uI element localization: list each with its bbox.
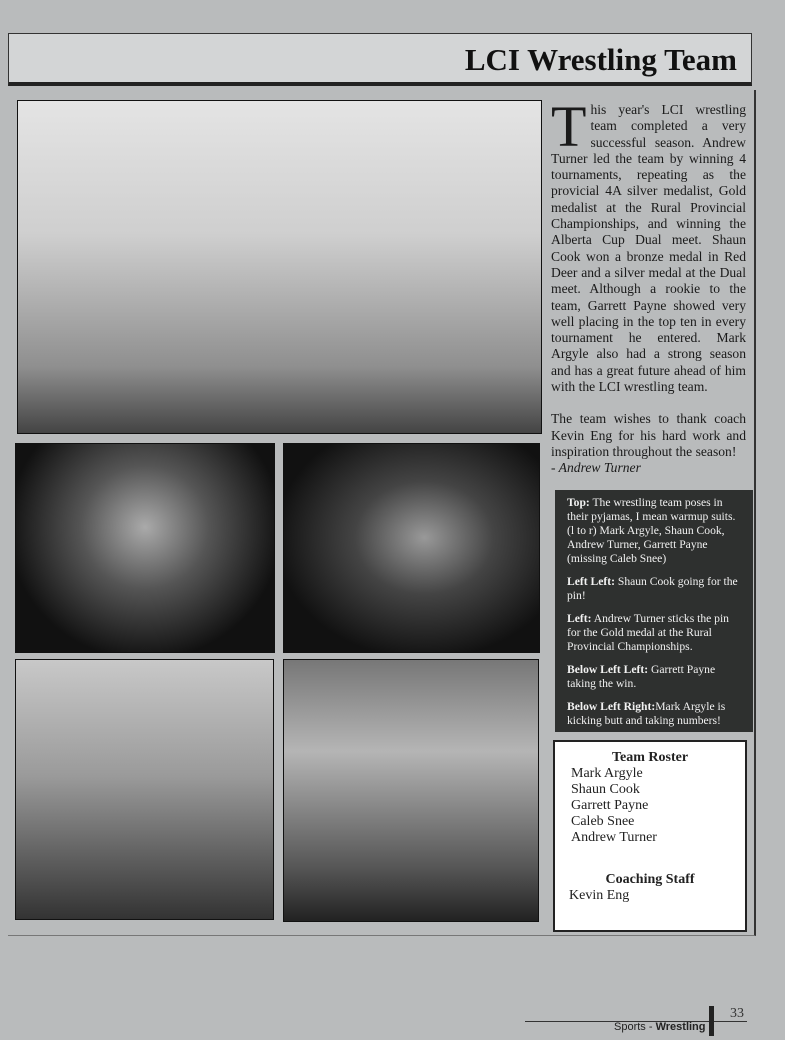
roster-member: Caleb Snee (571, 814, 635, 829)
photo-captions (555, 490, 753, 732)
photo-team-warmup-suits (17, 100, 542, 434)
roster-member: Andrew Turner (571, 830, 657, 845)
roster-heading: Team Roster (611, 750, 689, 765)
title-bar (8, 33, 752, 86)
photo-andrew-turner-pin (283, 443, 540, 653)
roster-member: Garrett Payne (571, 798, 649, 813)
team-roster-box (553, 740, 747, 932)
story-signature: - Andrew Turner (551, 460, 641, 476)
coach-name: Kevin Eng (569, 888, 630, 903)
story-text (551, 94, 746, 477)
footer-bar (709, 1006, 714, 1036)
caption-left-left: Left Left: Shaun Cook going for the pin! (567, 575, 738, 602)
coaching-heading: Coaching Staff (605, 872, 695, 887)
page-title: LCI Wrestling Team (464, 42, 737, 77)
story-paragraph-1: his year's LCI wrestling team completed a very successful season. Andrew Turner led the team by winning 4 tournaments, repeating as the provicial 4A silver medalist, Gold medalist at the Rural Provincial Championships, and winning the Alberta Cup Dual meet. Shaun Cook won a bronze medal in Red Deer and a silver medal at the Dual meet. Although a rookie to the team, Garrett Payne showed very well placing in the top ten in every tournament he entered. Mark Argyle also had a strong season and has a great future ahead of him with the LCI wrestling team. (551, 102, 746, 395)
caption-below-left-left: Below Left Left: Garrett Payne taking the win. (567, 663, 716, 690)
page-number: 33 (730, 1006, 744, 1021)
photo-shaun-cook-pin (15, 443, 275, 653)
photo-mark-argyle-win (283, 659, 539, 922)
caption-top: Top: The wrestling team poses in their pyjamas, I mean warmup suits. (l to r) Mark Argyle, Shaun Cook, Andrew Turner, Garrett Payne (missing Caleb Snee) (567, 496, 736, 565)
roster-member: Shaun Cook (571, 782, 640, 797)
footer-section: Sports - Wrestling (614, 1021, 706, 1033)
drop-cap: T (551, 94, 587, 159)
caption-left: Left: Andrew Turner sticks the pin for the Gold medal at the Rural Provincial Championships. (567, 612, 729, 653)
roster-list (555, 766, 745, 846)
roster-member: Mark Argyle (571, 766, 643, 781)
story-paragraph-2: The team wishes to thank coach Kevin Eng for his hard work and inspiration throughout the season! (551, 411, 746, 459)
photo-garrett-payne-win (15, 659, 274, 920)
caption-below-left-right: Below Left Right:Mark Argyle is kicking butt and taking numbers! (567, 700, 726, 727)
